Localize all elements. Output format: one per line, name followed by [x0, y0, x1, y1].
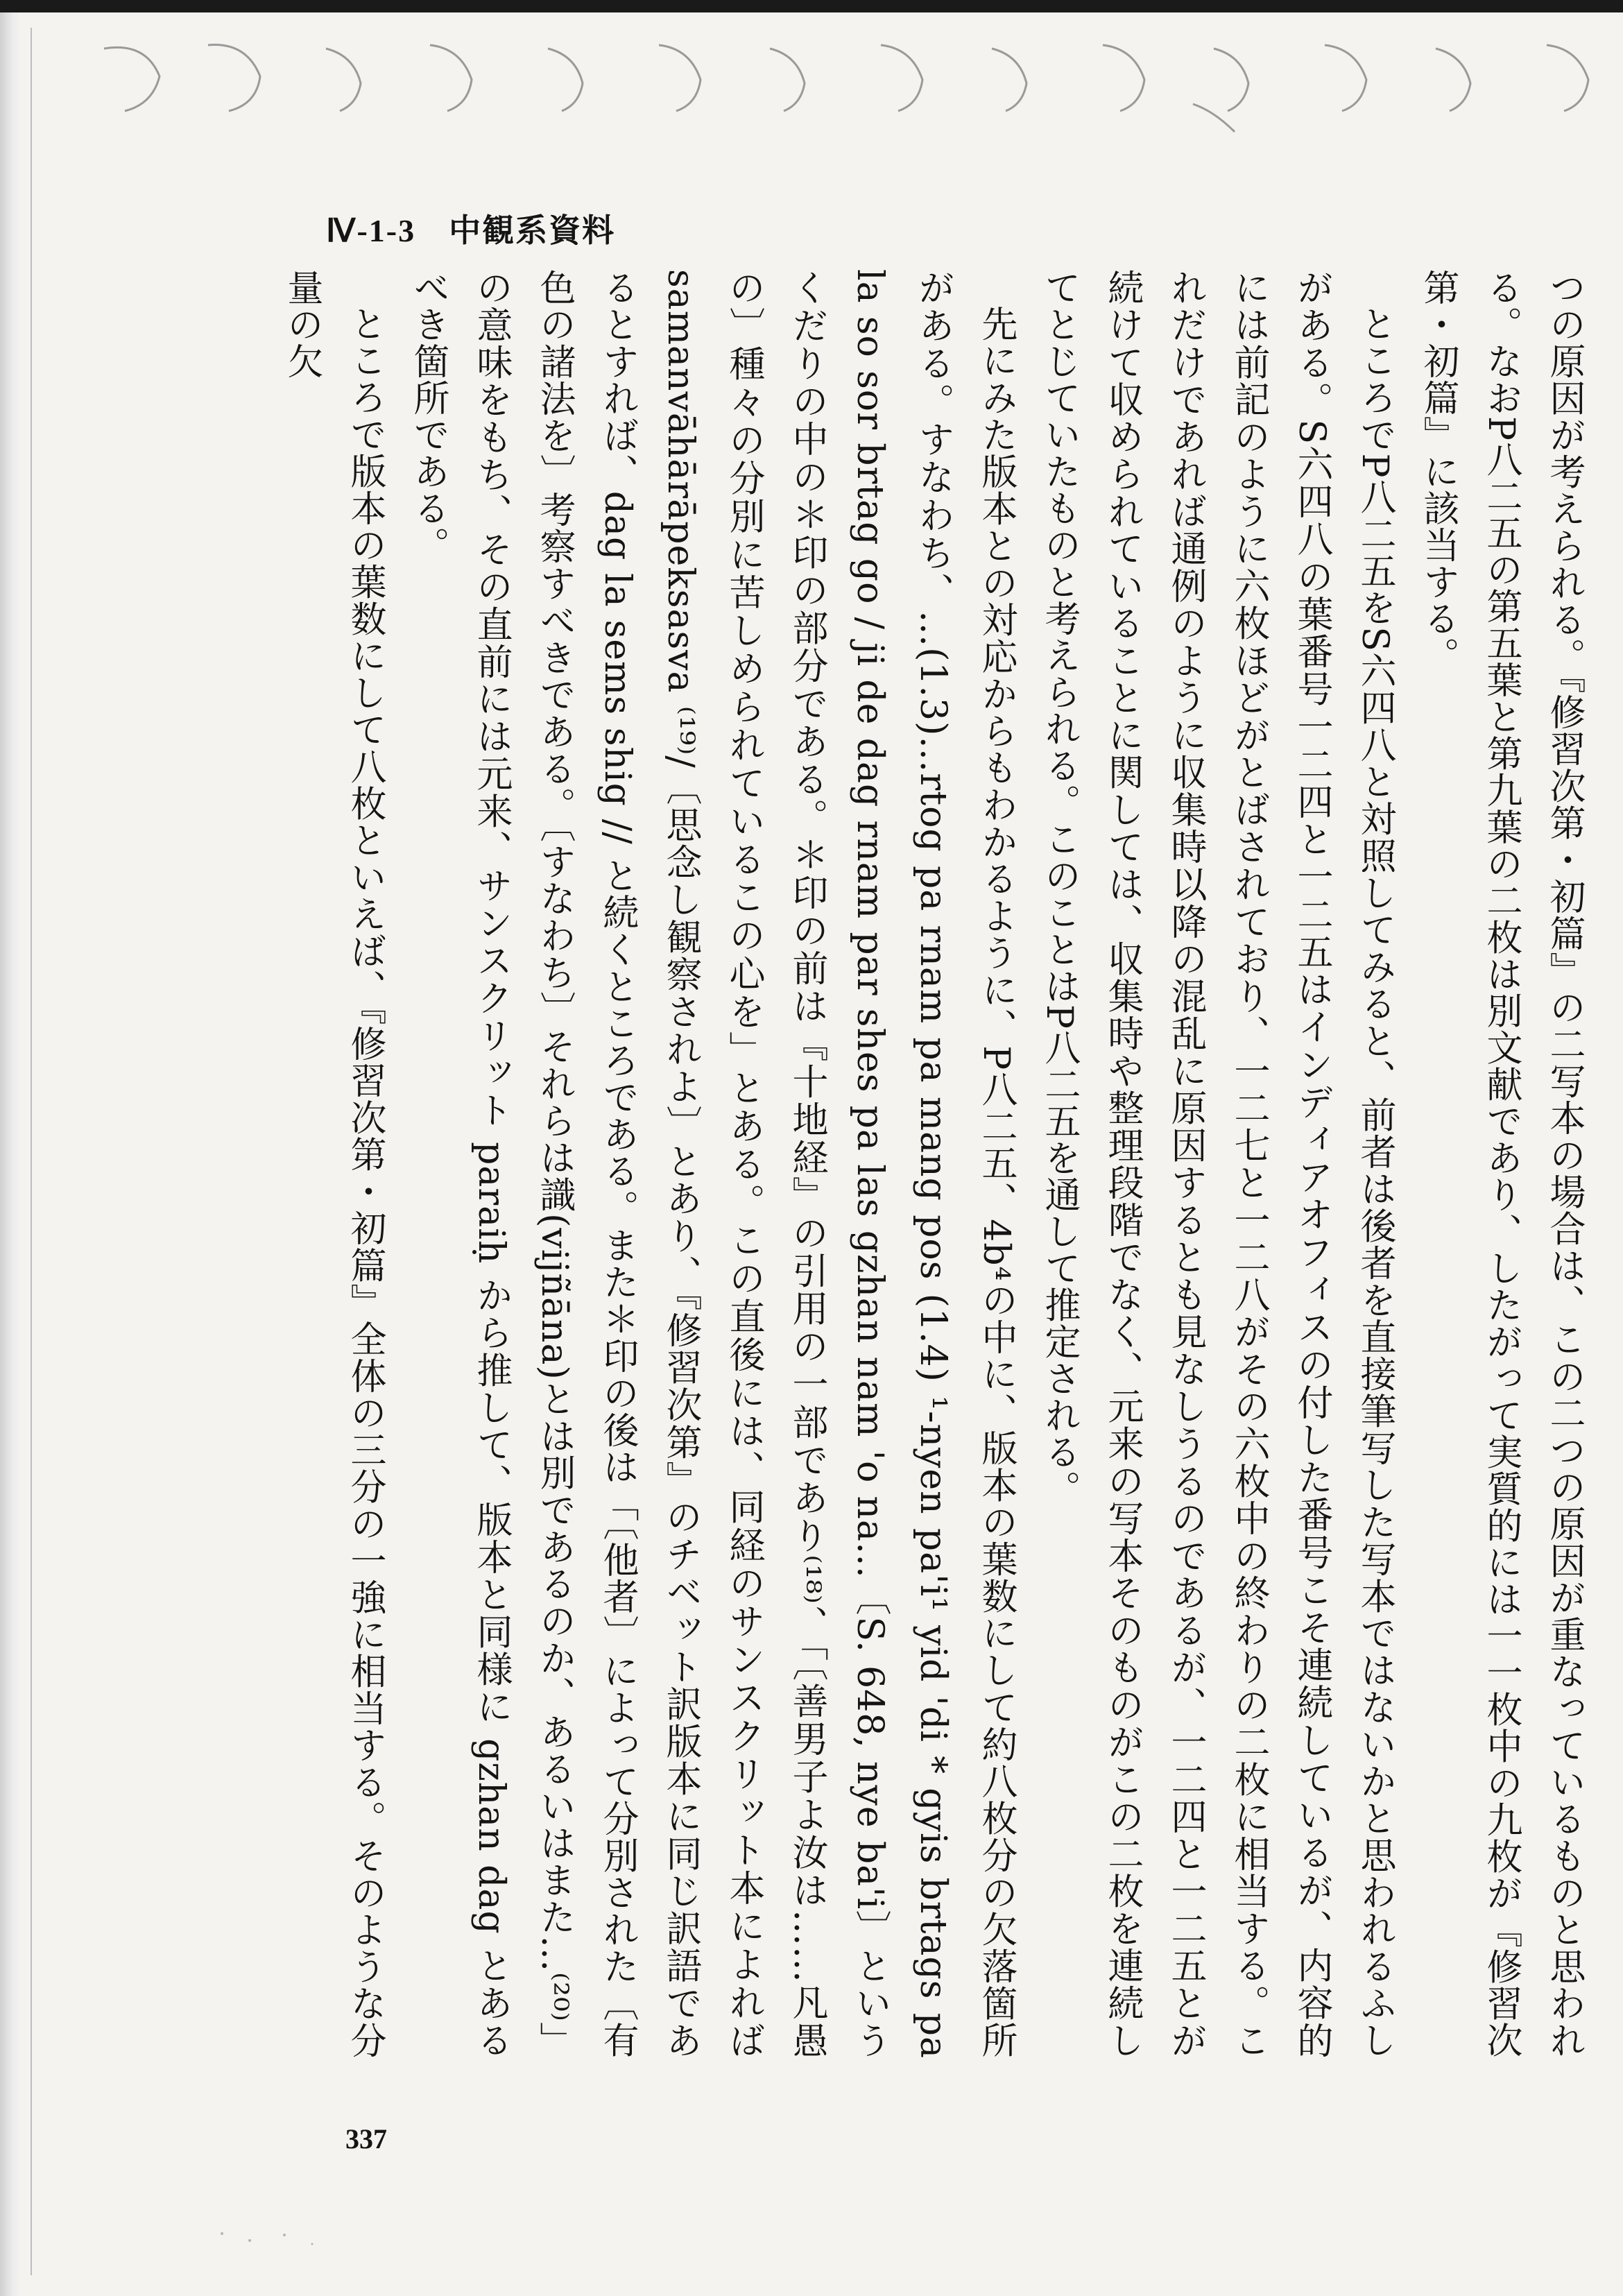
scan-top-border [0, 0, 1623, 12]
page-number: 337 [345, 2123, 387, 2154]
running-header [326, 205, 615, 251]
binding-line [31, 28, 32, 2275]
binding-hole [1214, 49, 1248, 111]
binding-hole [770, 49, 805, 111]
binding-hole [1325, 45, 1366, 111]
scan-specks [139, 2220, 416, 2261]
binding-hole [1103, 45, 1144, 111]
vertical-text-columns [281, 269, 1595, 2059]
binding-edge [0, 12, 21, 2296]
binding-hole [1436, 49, 1470, 111]
binding-hole [1547, 45, 1588, 111]
binding-hole [208, 45, 260, 111]
paragraph-3: 先にみた版本との対応からもわかるように、P八二五、4b⁴の中に、版本の葉数にして約八枚分の欠落箇所がある。すなわち、…(1.3)…rtog pa rnam pa mang pos (1.4) ¹-nyen pa'i¹ yid 'di * gyis brtags pa la so sor brtag go / ji de dag rnam par shes pa las gzhan nam 'o na…〔S. 648, nye ba'i〕というくだりの中の＊印の部分である。＊印の前は『十地経』の引用の一部であり⁽¹⁸⁾、「〔善男子よ汝は……凡愚の〕種々の分別に苦しめられているこの心を」とある。この直後には、同経のサンスクリット本によれば samanvāhārāpeksasva ⁽¹⁹⁾/〔思念し観察されよ〕とあり、『修習次第』のチベット訳版本に同じ訳語であるとすれば、dag la sems shig // と続くところである。また＊印の後は「〔他者〕によって分別された〔有色の諸法を〕考察すべきである。〔すなわち〕それらは識(vijñāna)とは別であるのか、あるいはまた…⁽²⁰⁾」の意味をもち、その直前には元来、サンスクリット paraiḥ から推して、版本と同様に gzhan dag とあるべき箇所である。 [407, 269, 1017, 2059]
binding-hole [326, 49, 361, 111]
binding-hole [992, 49, 1027, 111]
binding-hole-tear [1193, 104, 1235, 132]
binding-hole [430, 45, 472, 111]
binding-hole [104, 47, 160, 111]
section-number: Ⅳ-1-3 [326, 213, 416, 248]
binding-holes [0, 21, 1623, 132]
binding-hole [659, 45, 701, 111]
binding-hole [548, 49, 583, 111]
binding-hole [881, 45, 922, 111]
paragraph-4: ところで版本の葉数にして八枚といえば、『修習次第・初篇』全体の三分の一強に相当する。そのような分量の欠 [281, 269, 386, 2059]
paragraph-1: つの原因が考えられる。『修習次第・初篇』の二写本の場合は、この二つの原因が重なっているものと思われる。なおP八二五の第五葉と第九葉の二枚は別文献であり、したがって実質的には一一枚中の九枚が『修習次第・初篇』に該当する。 [1417, 269, 1585, 2059]
body-text [281, 269, 1595, 2059]
paragraph-2: ところでP八二五をS六四八と対照してみると、前者は後者を直接筆写した写本ではないかと思われるふしがある。S六四八の葉番号一二四と一二五はインディアオフィスの付した番号こそ連続しているが、内容的には前記のように六枚ほどがとばされており、一二七と一二八がその六枚中の終わりの二枚に相当する。これだけであれば通例のように収集時以降の混乱に原因するとも見なしうるのであるが、一二四と一二五とが続けて収められていることに関しては、収集時や整理段階でなく、元来の写本そのものがこの二枚を連続してとじていたものと考えられる。このことはP八二五を通して推定される。 [1038, 269, 1396, 2059]
section-title: 中観系資料 [449, 212, 616, 249]
